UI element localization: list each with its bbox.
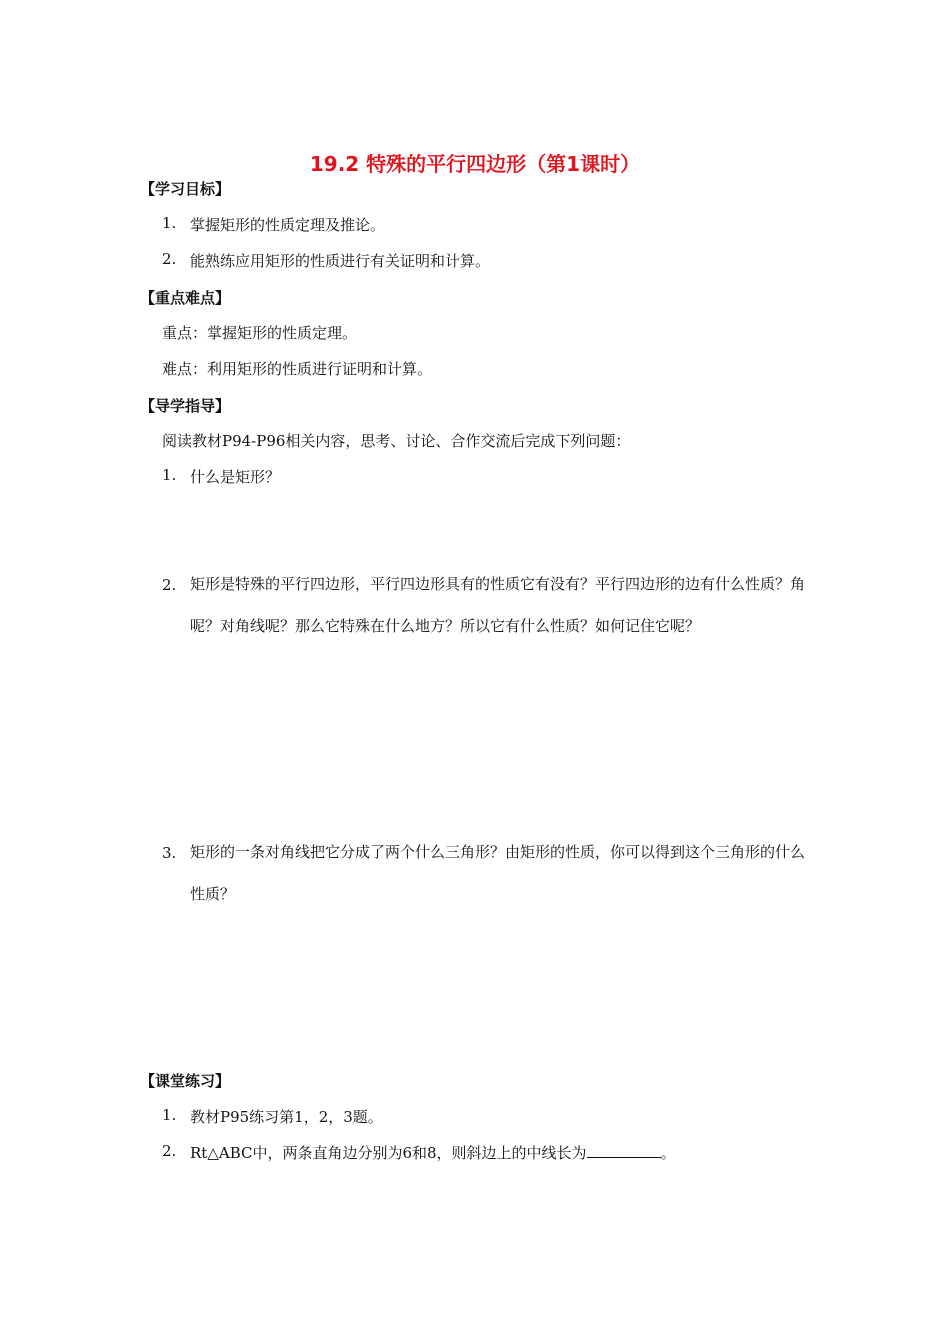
question-number: 2. — [162, 576, 177, 594]
practice-number: 2. — [162, 1142, 177, 1160]
question-item: 矩形是特殊的平行四边形，平行四边形具有的性质它有没有？平行四边形的边有什么性质？角呢？对角线呢？那么它特殊在什么地方？所以它有什么性质？如何记住它呢？ — [190, 575, 806, 635]
objective-number: 2. — [162, 250, 177, 268]
focus-point: 重点：掌握矩形的性质定理。 — [162, 324, 358, 342]
objective-number: 1. — [162, 214, 177, 232]
question-number: 3. — [162, 844, 177, 862]
objective-item: 能熟练应用矩形的性质进行有关证明和计算。 — [190, 252, 491, 270]
practice-item — [190, 1142, 676, 1163]
section-heading-practice: 【课堂练习】 — [140, 1072, 231, 1090]
page-title: 19.2 特殊的平行四边形（第1课时） — [309, 152, 641, 176]
practice-item-text: Rt△ABC中，两条直角边分别为6和8，则斜边上的中线长为 — [190, 1144, 587, 1162]
section-heading-objectives: 【学习目标】 — [140, 180, 231, 198]
practice-item: 教材P95练习第1，2，3题。 — [190, 1108, 383, 1126]
answer-blank[interactable] — [587, 1143, 661, 1158]
question-number: 1. — [162, 466, 177, 484]
difficulty-point: 难点：利用矩形的性质进行证明和计算。 — [162, 360, 433, 378]
question-item: 矩形的一条对角线把它分成了两个什么三角形？由矩形的性质，你可以得到这个三角形的什么性质？ — [190, 843, 806, 903]
section-heading-key-points: 【重点难点】 — [140, 289, 231, 307]
objective-item: 掌握矩形的性质定理及推论。 — [190, 216, 386, 234]
guidance-intro: 阅读教材P94-P96相关内容，思考、讨论、合作交流后完成下列问题： — [162, 432, 631, 450]
section-heading-guidance: 【导学指导】 — [140, 397, 231, 415]
practice-number: 1. — [162, 1106, 177, 1124]
question-item: 什么是矩形？ — [190, 468, 281, 486]
practice-item-suffix: 。 — [660, 1144, 676, 1162]
